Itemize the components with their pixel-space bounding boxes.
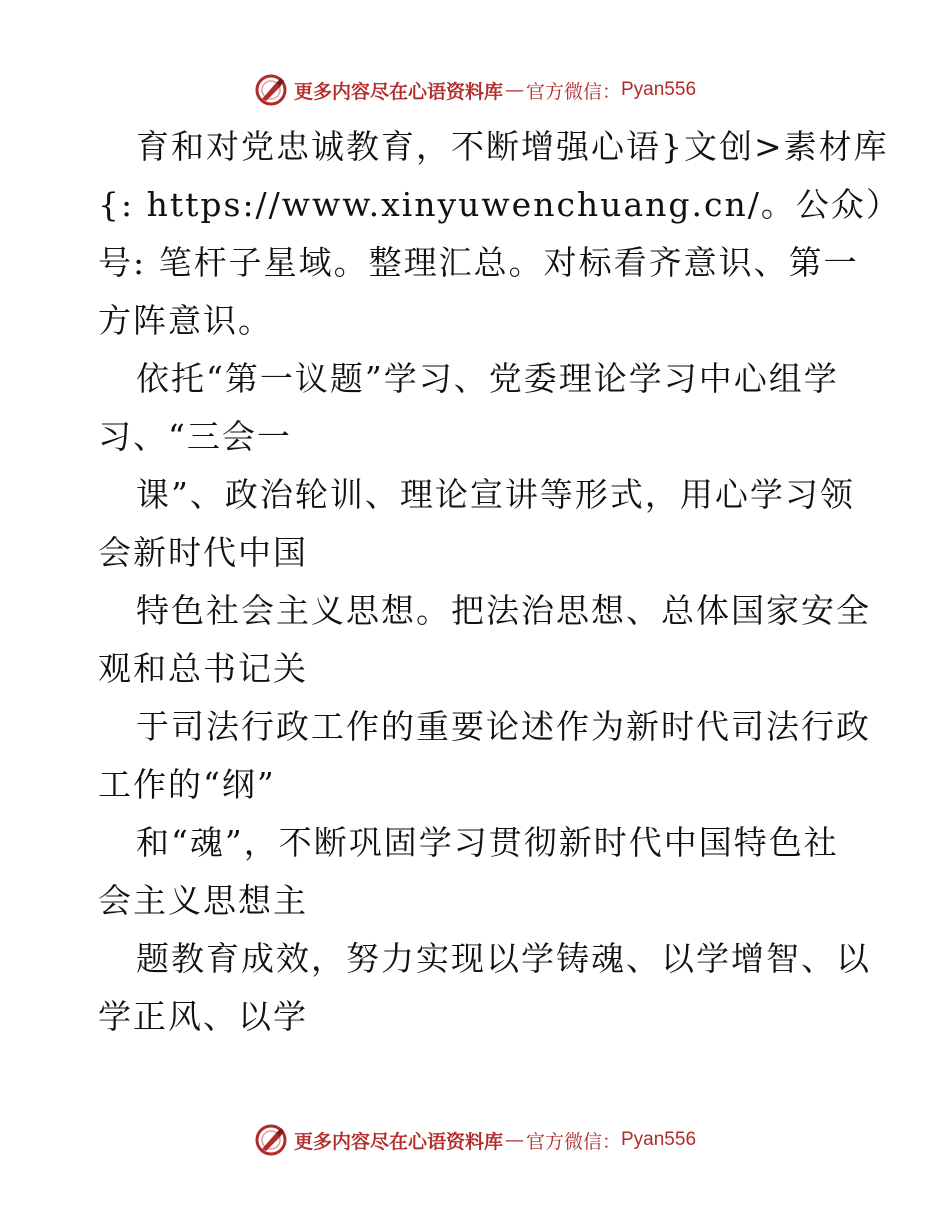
body-line: 方阵意识。 (98, 301, 273, 340)
body-line: 和“魂”，不断巩固学习贯彻新时代中国特色社 (136, 823, 839, 862)
footer-banner (0, 1120, 950, 1160)
body-line: 习、“三会一 (98, 417, 292, 456)
body-line: 会主义思想主 (98, 881, 308, 920)
document-body (98, 118, 901, 1046)
header-banner (0, 70, 950, 110)
header-dash: — (504, 79, 524, 101)
body-line: 依托“第一议题”学习、党委理论学习中心组学 (136, 359, 839, 398)
footer-dash: — (504, 1129, 524, 1151)
body-line: 号: 笔杆子星域。整理汇总。对标看齐意识、第一 (98, 243, 859, 282)
body-line: 育和对党忠诚教育，不断增强心语}文创>素材库 (136, 127, 889, 166)
pen-nib-logo-icon (254, 73, 288, 107)
body-line: 学正风、以学 (98, 997, 308, 1036)
header-brand-text: 更多内容尽在心语资料库 (293, 80, 503, 103)
body-line: 于司法行政工作的重要论述作为新时代司法行政 (136, 707, 871, 746)
body-line: 会新时代中国 (98, 533, 308, 572)
footer-wechat-id: Pyan556 (621, 1129, 697, 1150)
footer-wechat-label: 官方微信： (525, 1130, 621, 1153)
pen-nib-logo-icon (254, 1123, 288, 1157)
footer-brand-text: 更多内容尽在心语资料库 (293, 1130, 503, 1153)
header-wechat-id: Pyan556 (621, 79, 697, 100)
body-line: {: https://www.xinyuwenchuang.cn/。公众） (98, 185, 901, 224)
body-line: 特色社会主义思想。把法治思想、总体国家安全 (136, 591, 871, 630)
body-line: 课”、政治轮训、理论宣讲等形式，用心学习领 (136, 475, 855, 514)
body-line: 观和总书记关 (98, 649, 308, 688)
body-line: 工作的“纲” (98, 765, 276, 804)
header-wechat-label: 官方微信： (525, 80, 621, 103)
body-line: 题教育成效，努力实现以学铸魂、以学增智、以 (136, 939, 871, 978)
